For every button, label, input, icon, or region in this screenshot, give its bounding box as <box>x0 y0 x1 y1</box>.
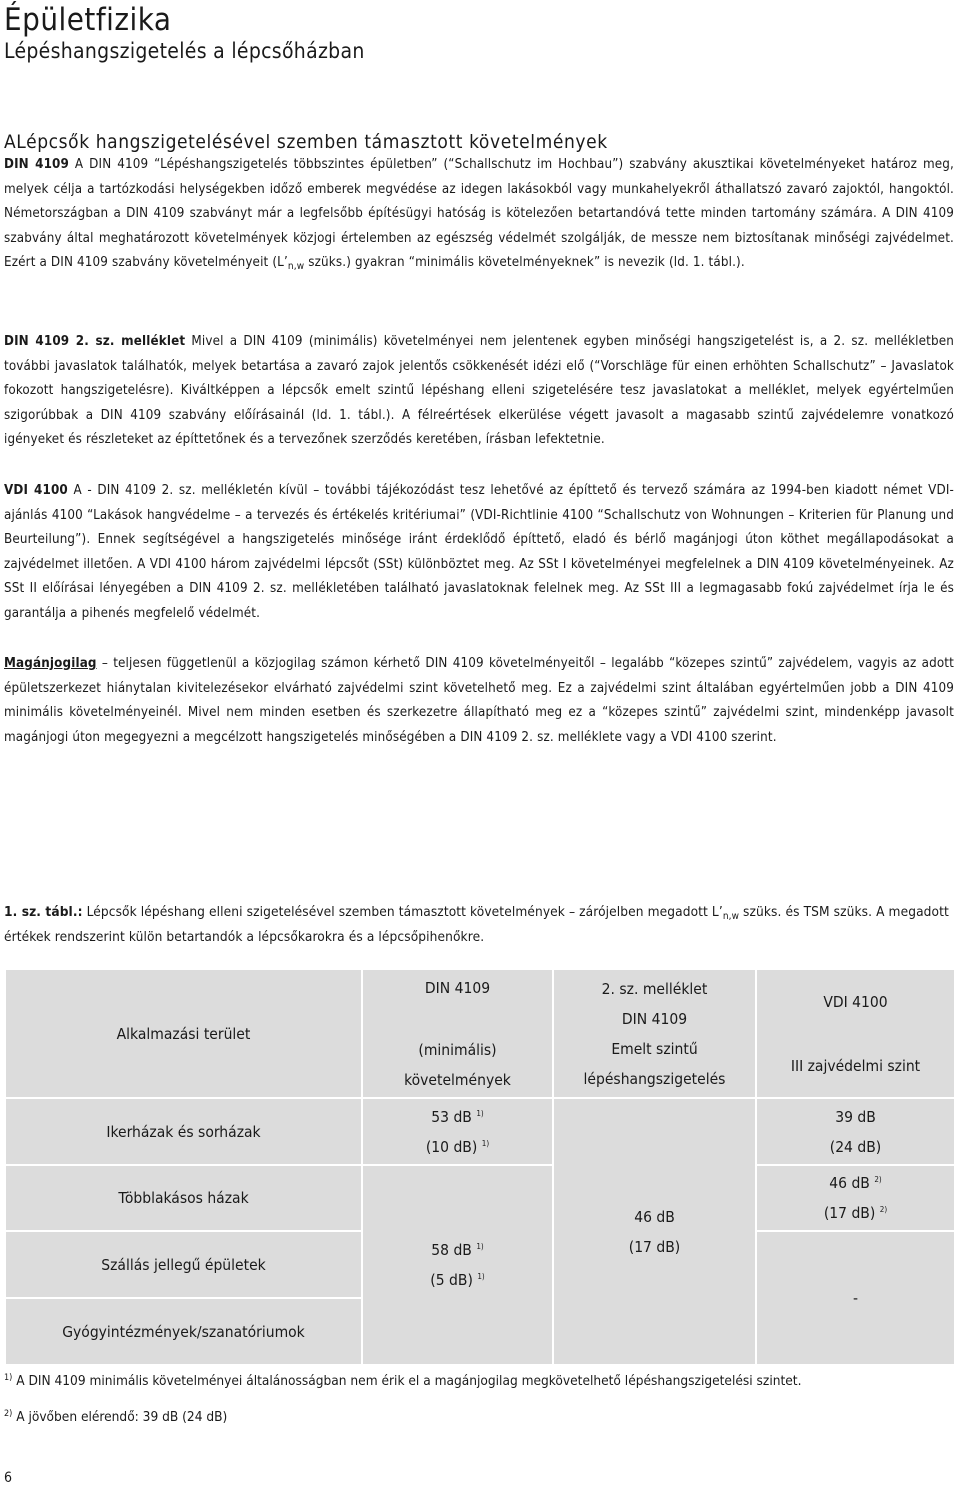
page-subtitle: Lépéshangszigetelés a lépcsőházban <box>4 39 365 63</box>
header-cell: DIN 4109 (minimális) követelmények <box>362 969 553 1098</box>
para-lead: VDI 4100 <box>4 483 68 498</box>
footnote-2 <box>4 1407 227 1427</box>
value-cell: 53 dB $^{1)}$ (10 dB) $^{1)}$ <box>362 1098 553 1165</box>
subscript: n,w <box>287 261 305 272</box>
header-cell: Alkalmazási terület <box>5 969 362 1098</box>
footnote-text: A jövőben elérendő: 39 dB (24 dB) <box>12 1409 228 1425</box>
para-lead: DIN 4109 <box>4 157 70 172</box>
para-text: Mivel a DIN 4109 (minimális) követelményei nem jelentenek egyben minőségi hangszigetelést is, a 2. sz. mellékletben további javaslatok találhatók, melyek betartása a zavaró zajok jelentős csökkenését idézi elő (“Vorschläge für einen erhöhten Schallschutz” – Javaslatok fokozott hangszigetelésre). Kiváltképpen a lépcsők emelt szintű lépéshang elleni szigetelésére tesz javaslatokat a melléklet, melyek egyértelműen szigorúbbak a DIN 4109 szabvány előírásainál (ld. 1. tábl.). A félreértések elkerülése végett javasolt a magasabb szintű zajvédelemre vonatkozó igényeket és részleteket az építtetőnek és a tervezőnek szerződés keretében, írásban lefektetnie. <box>4 334 954 447</box>
footnote-mark: 2) <box>4 1409 13 1419</box>
value-cell: 46 dB (17 dB) <box>553 1098 756 1365</box>
section-title: ALépcsők hangszigetelésével szemben támasztott követelmények <box>4 131 608 153</box>
area-cell: Ikerházak és sorházak <box>5 1098 362 1165</box>
para-text: A - DIN 4109 2. sz. mellékletén kívül – további tájékozódást tesz lehetővé az építtető és tervező számára az 1994-ben kiadott német VDI-ajánlás 4100 “Lakások hangvédelme – a tervezés és értékelés kritériumai” (VDI-Richtlinie 4100 “Schallschutz von Wohnungen – Kriterien für Planung und Beurteilung”). Ennek segítségével a hangszigetelés minősége iránt érdeklődő építtető, eladó és bérlő magánjogi úton köthet megállapodásokat a zajvédelmet illetően. A VDI 4100 három zajvédelmi lépcsőt (SSt) különböztet meg. Az SSt I követelményei megfelelnek a DIN 4109 követelményeinek. Az SSt II előírásai lényegében a DIN 4109 2. sz. mellékletében található javaslatoknak felelnek meg. Az SSt III a legmagasabb fokú zajvédelmet írja le és garantálja a pihenés megfelelő védelmét. <box>4 483 954 621</box>
area-cell: Gyógyintézmények/szanatóriumok <box>5 1298 362 1365</box>
para-text: – teljesen függetlenül a közjogilag számon kérhető DIN 4109 követelményeitől – legalább “közepes szintű” zajvédelem, vagyis az adott épületszerkezet hiánytalan kivitelezésekor elvárható zajvédelmi szint követelhető meg. Ez a zajvédelmi szint általában egyértelműen jobb a DIN 4109 minimális követelményeinél. Mivel nem minden esetben és szerkezetre állapítható meg ez a “közepes szintű” zajvédelmi szint, mindenképp javasolt magánjogi úton megegyezni a megcélzott hangszigetelés minőségében a DIN 4109 2. sz. melléklete vagy a VDI 4100 szerint. <box>4 656 954 745</box>
value-cell: 46 dB $^{2)}$ (17 dB) $^{2)}$ <box>756 1165 955 1231</box>
table-row <box>5 1098 955 1165</box>
value-cell: 39 dB (24 dB) <box>756 1098 955 1165</box>
value-cell: - <box>756 1231 955 1365</box>
footnote-1 <box>4 1371 801 1391</box>
paragraph-din4109 <box>4 153 954 276</box>
para-lead: DIN 4109 2. sz. <box>4 334 122 349</box>
footnote-mark: 1) <box>4 1373 13 1383</box>
paragraph-vdi4100 <box>4 479 954 626</box>
area-cell: Többlakásos házak <box>5 1165 362 1231</box>
para-text: A DIN 4109 “Lépéshangszigetelés többszintes épületben” (“Schallschutz im Hochbau”) szabvány akusztikai követelményeket határoz meg, melyek célja a tartózkodási helységekben időző emberek megvédése az idegen lakásokból vagy munkahelyekről áthallatszó zavaró zajoktól, hangoktól. Németországban a DIN 4109 szabványt már a legfelsőbb építésügyi hatóság is kötelezően betartandóvá tette minden tartomány számára. A DIN 4109 szabvány által meghatározott követelmények közjogi értelemben az egészség védelmét szolgálják, de messze nem biztosítanak minőségi zajvédelmet. Ezért a DIN 4109 szabvány követelményeit (L’ <box>4 157 954 270</box>
table-caption <box>4 900 954 949</box>
caption-text: szüks. és TSM szüks. A megadott értékek rendszerint külön betartandók a lépcsőkarokra és a lépcsőpihenőkre. <box>4 904 949 945</box>
paragraph-private-law <box>4 652 954 750</box>
caption-text: Lépcsők lépéshang elleni szigetelésével szemben támasztott követelmények – zárójelben megadott L’ <box>82 904 723 920</box>
header-cell: 2. sz. melléklet DIN 4109 Emelt szintű lépéshangszigetelés <box>553 969 756 1098</box>
page-title: Épületfizika <box>4 2 172 38</box>
area-cell: Szállás jellegű épületek <box>5 1231 362 1298</box>
para-lead-emph: melléklet <box>121 334 186 349</box>
page-number: 6 <box>4 1470 13 1486</box>
footnote-text: A DIN 4109 minimális követelményei általánosságban nem érik el a magánjogilag megkövetelhető lépéshangszigetelési szintet. <box>12 1373 802 1389</box>
table-row <box>5 1165 955 1231</box>
value-cell: 58 dB $^{1)}$ (5 dB) $^{1)}$ <box>362 1165 553 1365</box>
subscript: n,w <box>722 911 740 922</box>
para-lead: Magánjogilag <box>4 656 97 671</box>
header-cell: VDI 4100 III zajvédelmi szint <box>756 969 955 1098</box>
paragraph-appendix2 <box>4 330 954 453</box>
para-text: szüks.) gyakran “minimális követelményeknek” is nevezik (ld. 1. tábl.). <box>304 255 745 270</box>
caption-lead: 1. sz. tábl.: <box>4 904 83 920</box>
table-header-row <box>5 969 955 1098</box>
requirements-table <box>4 968 956 1366</box>
